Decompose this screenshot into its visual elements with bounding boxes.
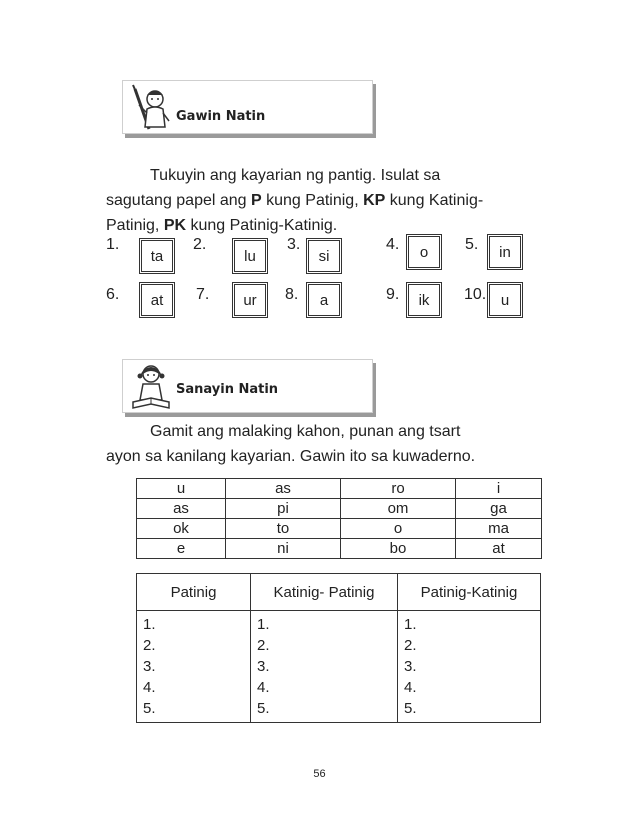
list-item: 4. — [143, 679, 156, 696]
answer-chart — [136, 573, 541, 723]
list-item: 2. — [143, 637, 156, 654]
table-row — [137, 611, 541, 723]
list-item: 5. — [143, 700, 156, 717]
list-item: 1. — [143, 616, 156, 633]
banner-title: Sanayin Natin — [176, 382, 279, 397]
item-number: 6. — [106, 286, 120, 303]
instruction-line-3: Patinig, PK kung Patinig-Katinig. — [106, 217, 338, 234]
list-item: 4. — [257, 679, 270, 696]
table-cell: i — [456, 479, 542, 499]
instruction-line-1: Tukuyin ang kayarian ng pantig. Isulat sa — [150, 167, 441, 184]
table-cell: ni — [226, 539, 341, 559]
table-cell: as — [137, 499, 226, 519]
item-number: 10. — [464, 286, 487, 303]
answer-column-patinig — [137, 611, 251, 723]
table-header-row — [137, 574, 541, 611]
instruction-line-1: Gamit ang malaking kahon, punan ang tsart — [150, 423, 461, 440]
syllable-box: si — [306, 238, 342, 274]
table-cell: ro — [341, 479, 456, 499]
table-cell: o — [341, 519, 456, 539]
list-item: 2. — [257, 637, 270, 654]
item-number: 7. — [196, 286, 210, 303]
banner-title: Gawin Natin — [176, 109, 266, 124]
list-item: 3. — [257, 658, 270, 675]
page-number: 56 — [313, 768, 326, 780]
list-item: 5. — [404, 700, 417, 717]
table-cell: as — [226, 479, 341, 499]
item-number: 4. — [386, 236, 400, 253]
list-item: 2. — [404, 637, 417, 654]
syllable-box: ik — [406, 282, 442, 318]
list-item: 1. — [404, 616, 417, 633]
table-cell: ma — [456, 519, 542, 539]
syllable-box: at — [139, 282, 175, 318]
boy-with-pencil-icon — [129, 83, 173, 133]
answer-column-katinig-patinig — [251, 611, 398, 723]
table-cell: to — [226, 519, 341, 539]
item-number: 9. — [386, 286, 400, 303]
syllable-box: lu — [232, 238, 268, 274]
syllable-box: ur — [232, 282, 268, 318]
table-cell: u — [137, 479, 226, 499]
girl-reading-icon — [129, 362, 173, 412]
table-row — [137, 499, 542, 519]
table-cell: at — [456, 539, 542, 559]
list-item: 3. — [143, 658, 156, 675]
item-number: 8. — [285, 286, 299, 303]
column-header: Patinig-Katinig — [398, 574, 541, 611]
table-cell: om — [341, 499, 456, 519]
item-number: 3. — [287, 236, 301, 253]
column-header: Patinig — [137, 574, 251, 611]
instruction-line-2: sagutang papel ang P kung Patinig, KP kung Katinig- — [106, 192, 484, 209]
syllable-box: in — [487, 234, 523, 270]
syllable-box: u — [487, 282, 523, 318]
gawin-natin-banner — [122, 80, 373, 134]
table-cell: bo — [341, 539, 456, 559]
item-number: 1. — [106, 236, 120, 253]
table-cell: ok — [137, 519, 226, 539]
syllable-box: o — [406, 234, 442, 270]
table-cell: pi — [226, 499, 341, 519]
item-number: 5. — [465, 236, 479, 253]
syllable-table — [136, 478, 542, 559]
syllable-box: a — [306, 282, 342, 318]
list-item: 5. — [257, 700, 270, 717]
list-item: 4. — [404, 679, 417, 696]
table-cell: ga — [456, 499, 542, 519]
table-row — [137, 539, 542, 559]
list-item: 3. — [404, 658, 417, 675]
table-row — [137, 519, 542, 539]
instruction-line-2: ayon sa kanilang kayarian. Gawin ito sa kuwaderno. — [106, 448, 476, 465]
list-item: 1. — [257, 616, 270, 633]
table-row — [137, 479, 542, 499]
syllable-box: ta — [139, 238, 175, 274]
column-header: Katinig- Patinig — [251, 574, 398, 611]
table-cell: e — [137, 539, 226, 559]
item-number: 2. — [193, 236, 207, 253]
answer-column-patinig-katinig — [398, 611, 541, 723]
sanayin-natin-banner — [122, 359, 373, 413]
